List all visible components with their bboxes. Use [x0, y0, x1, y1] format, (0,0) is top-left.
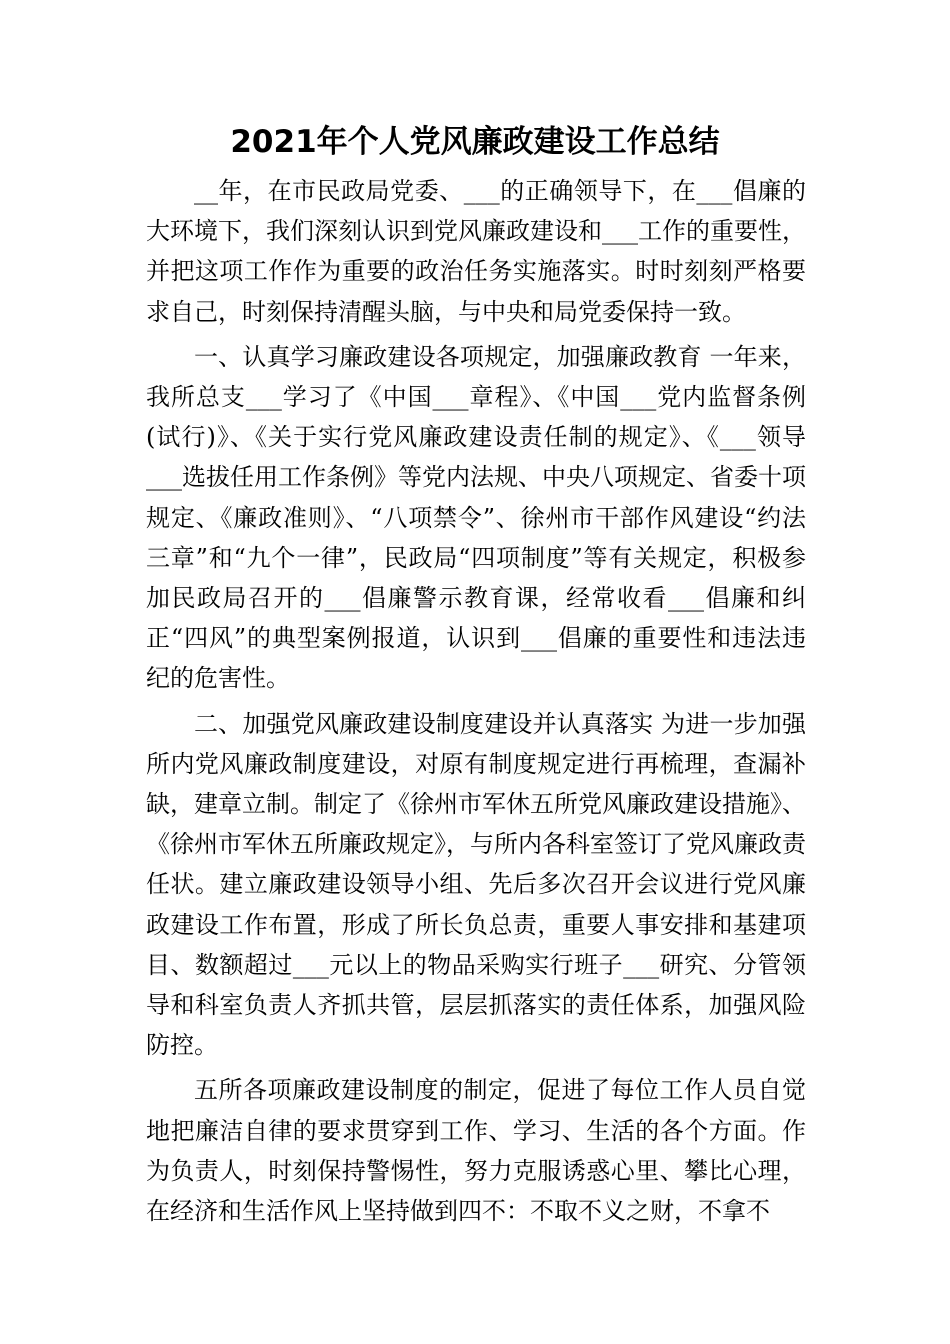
paragraph-section-1: 一、认真学习廉政建设各项规定，加强廉政教育 一年来，我所总支___学习了《中国___章程》、《中国___党内监督条例(试行)》、《关于实行党风廉政建设责任制的规定》、《___领导___选拔任用工作条例》等党内法规、中央八项规定、省委十项规定、《廉政准则》、“八项禁令”、徐州市干部作风建设“约法三章”和“九个一律”，民政局“四项制度”等有关规定，积极参加民政局召开的___倡廉警示教育课，经常收看___倡廉和纠正“四风”的典型案例报道，认识到___倡廉的重要性和违法违纪的危害性。 — [146, 342, 806, 693]
paragraph-intro: __年，在市民政局党委、___的正确领导下，在___倡廉的大环境下，我们深刻认识到党风廉政建设和___工作的重要性，并把这项工作作为重要的政治任务实施落实。时时刻刻严格要求自己，时刻保持清醒头脑，与中央和局党委保持一致。 — [146, 177, 806, 326]
paragraph-section-2-continued: 五所各项廉政建设制度的制定，促进了每位工作人员自觉地把廉洁自律的要求贯穿到工作、学习、生活的各个方面。作为负责人，时刻保持警惕性，努力克服诱惑心里、攀比心理，在经济和生活作风上坚持做到四不：不取不义之财，不拿不 — [146, 1076, 806, 1226]
document-title: 2021年个人党风廉政建设工作总结 — [230, 124, 720, 160]
document-body — [146, 171, 806, 1236]
paragraph-section-2: 二、加强党风廉政建设制度建设并认真落实 为进一步加强所内党风廉政制度建设，对原有制度规定进行再梳理，查漏补缺，建章立制。制定了《徐州市军休五所党风廉政建设措施》、《徐州市军休五所廉政规定》，与所内各科室签订了党风廉政责任状。建立廉政建设领导小组、先后多次召开会议进行党风廉政建设工作布置，形成了所长负总责，重要人事安排和基建项目、数额超过___元以上的物品采购实行班子___研究、分管领导和科室负责人齐抓共管，层层抓落实的责任体系，加强风险防控。 — [146, 709, 806, 1060]
